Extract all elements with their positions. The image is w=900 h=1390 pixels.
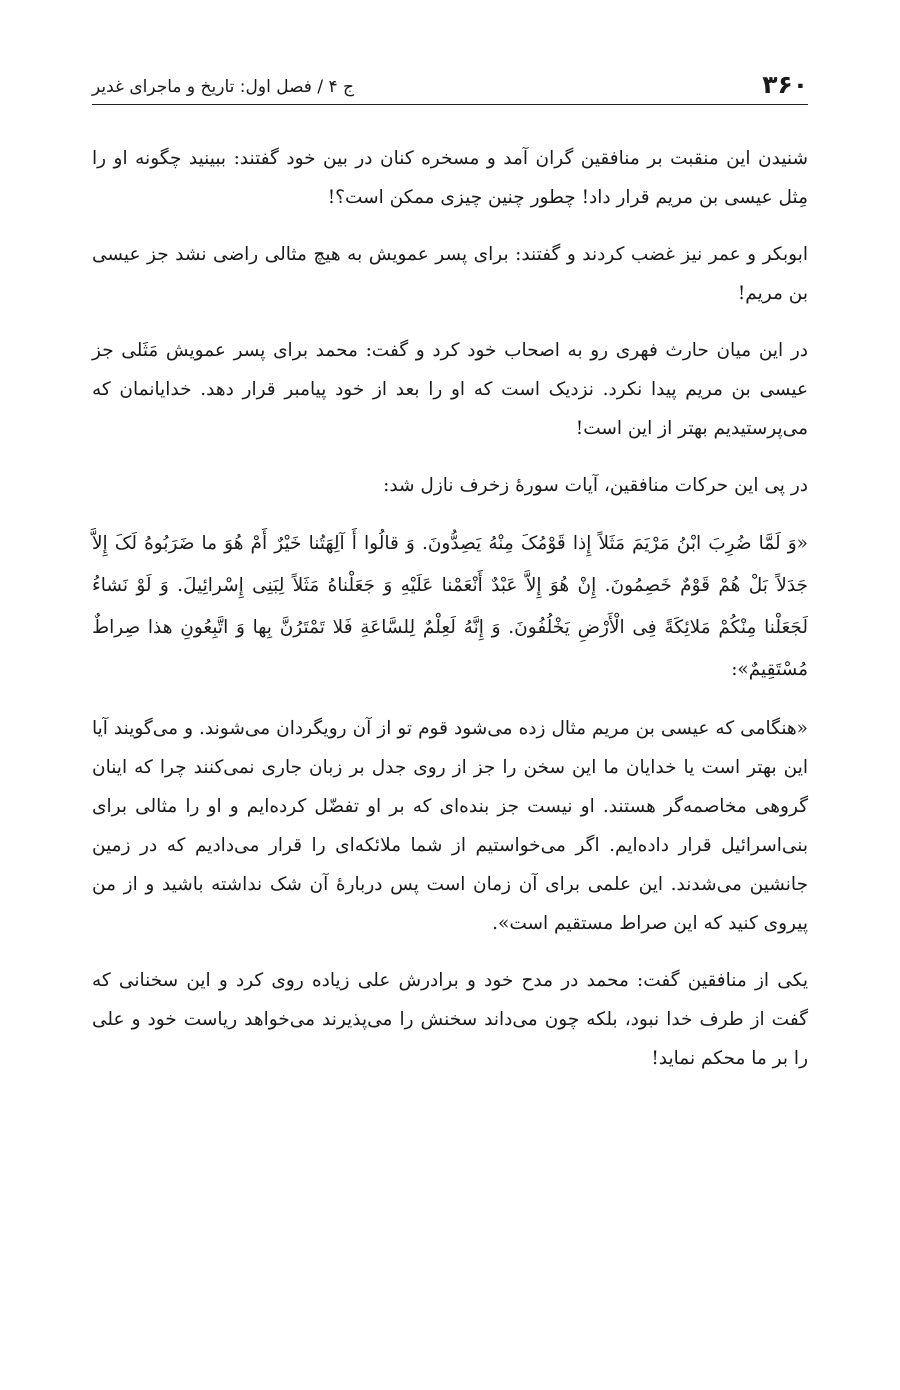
paragraph-1: شنیدن این منقبت بر منافقین گران آمد و مسخره کنان در بین خود گفتند: ببینید چگونه او را مِثل عیسی بن مریم قرار داد! چطور چنین چیزی ممکن است؟! [92,148,808,208]
running-title: ج ۴ / فصل اول: تاریخ و ماجرای غدیر [92,77,355,97]
body-text [92,139,808,1078]
paragraph-7: یکی از منافقین گفت: محمد در مدح خود و برادرش علی زیاده روی کرد و این سخنانی که گفت از طرف خدا نبود، بلکه چون می‌داند سخنش را می‌پذیرند می‌خواهد ریاست خود و علی را بر ما محکم نماید! [92,970,808,1069]
quran-verses: «وَ لَمَّا ضُرِبَ ابْنُ مَرْیَمَ مَثَلاً إِذا قَوْمُکَ مِنْهُ یَصِدُّونَ. وَ قالُوا أَ آلِهَتُنا خَیْرٌ أَمْ هُوَ ما ضَرَبُوهُ لَکَ إِلاَّ جَدَلاً بَلْ هُمْ قَوْمٌ خَصِمُونَ. إِنْ هُوَ إِلاَّ عَبْدٌ أَنْعَمْنا عَلَیْهِ وَ جَعَلْناهُ مَثَلاً لِبَنِی إِسْرائِیلَ. وَ لَوْ نَشاءُ لَجَعَلْنا مِنْکُمْ مَلائِکَةً فِی الْأَرْضِ یَخْلُفُونَ. وَ إِنَّهُ لَعِلْمٌ لِلسَّاعَةِ فَلا تَمْتَرُنَّ بِها وَ اتَّبِعُونِ هذا صِراطٌ مُسْتَقِیمٌ»: [92,533,808,680]
book-page [92,60,808,1096]
verse-translation: «هنگامی که عیسی بن مریم مثال زده می‌شود قوم تو از آن رویگردان می‌شوند. و می‌گویند آیا این بهتر است یا خدایان ما این سخن را جز از روی جدل بر زبان جاری نمی‌کنند چرا که اینان گروهی مخاصمه‌گر هستند. او نیست جز بنده‌ای که بر او تفضّل کرده‌ایم و او را مثالی برای بنی‌اسرائیل قرار داده‌ایم. اگر می‌خواستیم از شما ملائکه‌ای را قرار می‌دادیم که در زمین جانشین می‌شدند. این علمی برای آن زمان است پس دربارهٔ آن شک نداشته باشید و از من پیروی کنید که این صراط مستقیم است». [92,718,808,934]
paragraph-2: ابوبکر و عمر نیز غضب کردند و گفتند: برای پسر عمویش به هیچ مثالی راضی نشد جز عیسی بن مریم! [92,244,808,304]
page-number: ۳۶۰ [762,70,808,99]
running-header [92,60,808,105]
paragraph-3: در این میان حارث فهری رو به اصحاب خود کرد و گفت: محمد برای پسر عمویش مَثَلی جز عیسی بن مریم پیدا نکرد. نزدیک است که او را بعد از خود پیامبر قرار دهد. خدایانمان که می‌پرستیدیم بهتر از این است! [92,340,809,439]
paragraph-4: در پی این حرکات منافقین، آیات سورهٔ زخرف نازل شد: [383,475,808,496]
